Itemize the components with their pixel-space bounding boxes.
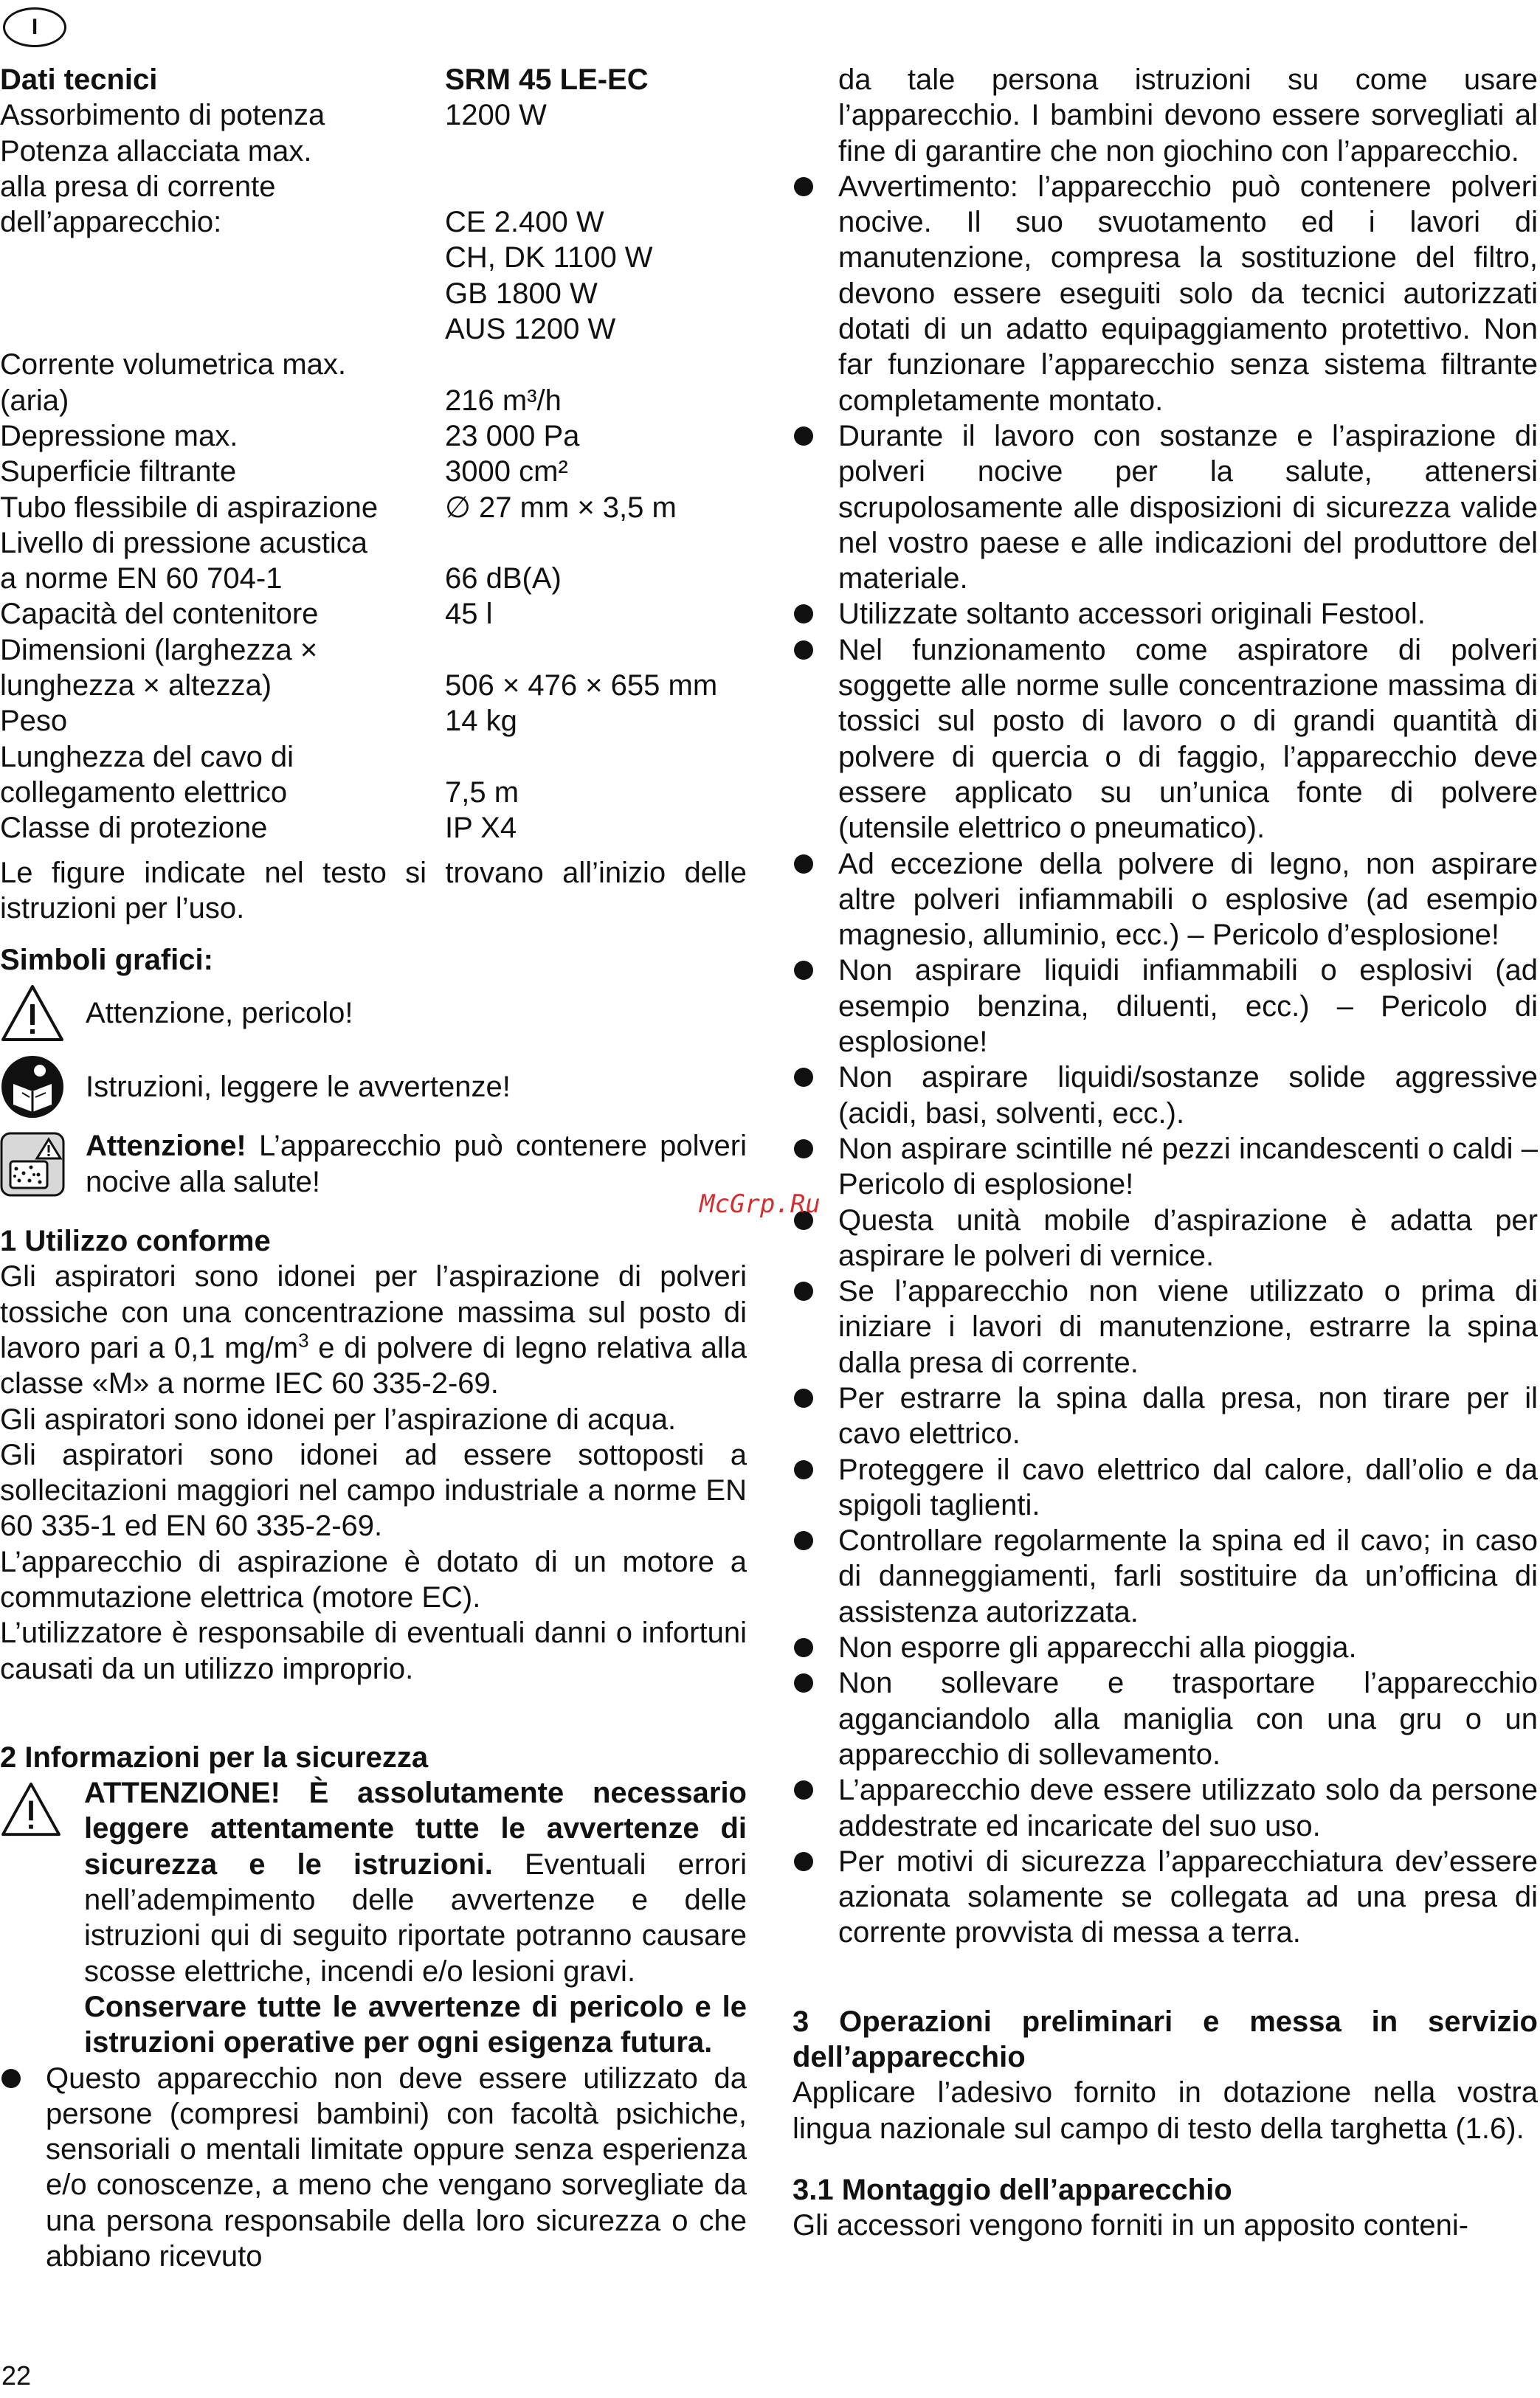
symbol-instructions-label: Istruzioni, leggere le avvertenze! [86,1071,511,1104]
list-item [793,169,1538,418]
bullet-icon [794,1068,813,1087]
bullet-icon [794,1638,813,1657]
technical-data-row [0,240,747,275]
spec-label: collegamento elettrico [0,775,288,809]
list-item-text: Non aspirare scintille né pezzi incandescenti o caldi – Pericolo di esplosione! [838,1132,1538,1201]
spec-value: 45 l [445,598,493,631]
bullet-icon [794,1780,813,1800]
spec-label: Corrente volumetrica max. [0,348,347,381]
section-1-paragraph-1 [0,1259,747,1401]
spec-value [445,347,747,382]
list-item-text: Non aspirare liquidi infiammabili o esplosivi (ad esempio benzina, diluenti, ecc.) – Pericolo di esplosione! [838,954,1538,1059]
technical-data-row [0,311,747,347]
section-3-1-heading: 3.1 Montaggio dell’apparecchio [793,2173,1232,2206]
technical-data-row [0,347,747,382]
technical-data-row [0,383,747,418]
bullet-icon [794,426,813,446]
list-item-text: Per estrarre la spina dalla presa, non tirare per il cavo elettrico. [838,1381,1538,1451]
list-item [793,418,1538,596]
section-1-p1-b: e di polvere di legno relativa alla classe «M» a norme IEC 60 335-2-69. [0,1331,747,1400]
list-item-text: Ad eccezione della polvere di legno, non aspirare altre polveri infiammabili o esplosive (ad esempio magnesio, alluminio, ecc.) – Pericolo d’esplosione! [838,847,1538,952]
spec-label: Depressione max. [0,419,238,452]
list-item [793,1060,1538,1131]
section-1-paragraph-5: L’utilizzatore è responsabile di eventuali danni o infortuni causati da un utilizzo improprio. [0,1617,747,1685]
symbol-dust-row [0,1128,747,1200]
spec-label: (aria) [0,384,69,417]
safety-warning-rest: Eventuali errori nell’adempimento delle avvertenze e delle istruzioni qui di seguito riportate potranno causare scosse elettriche, incendi e/o lesioni gravi. [84,1848,747,1988]
list-item [793,1630,1538,1665]
technical-data-row [0,169,747,204]
list-item [793,846,1538,953]
spec-value: 66 dB(A) [445,562,562,595]
technical-data-row [0,97,747,133]
technical-data-row [0,276,747,311]
harmful-dust-icon [0,1132,65,1197]
spec-value [445,525,747,561]
technical-data-row [0,739,747,775]
spec-value: GB 1800 W [445,277,598,310]
list-item-text: Controllare regolarmente la spina ed il cavo; in caso di danneggiamenti, farli sostituire da un’officina di assistenza autorizzata. [838,1524,1538,1628]
section-1-p1-a: Gli aspiratori sono idonei per l’aspirazione di polveri tossiche con una concentrazione massima sul posto di lavoro pari a 0,1 mg/m [0,1260,747,1364]
section-1-paragraph-2: Gli aspiratori sono idonei per l’aspirazione di acqua. [0,1403,677,1436]
bullet-icon [794,1389,813,1408]
technical-data-row [0,204,747,240]
bullet-icon [794,1531,813,1550]
list-item [793,1523,1538,1630]
bullet-icon [794,604,813,623]
list-item [793,1131,1538,1203]
spec-value: CH, DK 1100 W [445,241,653,274]
spec-value [445,134,747,169]
list-item-text: Non aspirare liquidi/sostanze solide aggressive (acidi, basi, solventi, ecc.). [838,1061,1538,1130]
technical-data-row [0,490,747,525]
list-item-text: Se l’apparecchio non viene utilizzato o prima di iniziare i lavori di manutenzione, estrarre la spina dalla presa di corrente. [838,1275,1538,1379]
bullet-icon [794,854,813,874]
list-item [793,1381,1538,1452]
technical-data-row [0,810,747,846]
technical-data-row [0,596,747,632]
list-item-text: Non sollevare e trasportare l’apparecchio agganciandolo alla maniglia con una gru o un apparecchio di sollevamento. [838,1667,1538,1771]
symbol-instructions-row [0,1054,747,1119]
list-item-text: Questo apparecchio non deve essere utilizzato da persone (compresi bambini) con facoltà psichiche, sensoriali o mentali limitate oppure senza esperienza e/o conoscenze, a meno che vengano sorvegliate da una persona responsabile della loro sicurezza o che abbiano ricevuto [46,2062,747,2273]
spec-value: 23 000 Pa [445,419,580,452]
list-item [0,2061,747,2275]
symbol-dust-label [86,1128,747,1200]
list-item-text: Nel funzionamento come aspiratore di polveri soggette alle norme sulle concentrazione massima di tossici sul posto di lavoro o di grandi quantità di polvere di quercia o di faggio, l’apparecchio deve essere applicato su un’unica fonte di polvere (utensile elettrico o pneumatico). [838,633,1538,845]
spec-label: Classe di protezione [0,812,268,845]
list-item [793,1203,1538,1274]
bullet-icon [794,961,813,980]
model-name: SRM 45 LE-EC [445,63,649,96]
spec-label: Capacità del contenitore [0,598,319,631]
list-item [793,1772,1538,1844]
spec-label: a norme EN 60 704-1 [0,562,283,595]
list-item [793,1665,1538,1772]
technical-data-row [0,454,747,489]
technical-data-header [0,62,747,97]
bullet-icon [1,2069,21,2088]
spec-label: Lunghezza del cavo di [0,740,294,773]
bullet-icon [794,1139,813,1158]
spec-label: Peso [0,705,68,738]
technical-data-table [0,62,747,846]
technical-data-row [0,418,747,454]
section-3-1-paragraph: Gli accessori vengono forniti in un apposito conteni- [793,2209,1469,2242]
spec-value: AUS 1200 W [445,313,616,346]
warning-triangle-icon [0,981,65,1046]
safety-warning-text [84,1775,747,2060]
technical-data-row [0,775,747,810]
spec-label [0,276,445,311]
spec-value: CE 2.400 W [445,206,604,239]
language-badge: I [3,7,66,47]
watermark: McGrp.Ru [700,1189,821,1219]
section-1-heading: 1 Utilizzo conforme [0,1225,271,1258]
symbol-attention-label: Attenzione, pericolo! [86,997,353,1030]
spec-value: 7,5 m [445,775,519,809]
spec-value: 3000 cm² [445,455,568,488]
list-item-text: Durante il lavoro con sostanze e l’aspirazione di polveri nocive per la salute, attenersi scrupolosamente alle disposizioni di sicurezza valide nel vostro paese e alle indicazioni del produttore del materiale. [838,419,1538,595]
spec-value: 506 × 476 × 655 mm [445,669,718,702]
spec-value [445,632,747,668]
spec-value: 14 kg [445,705,517,738]
right-column [793,62,1538,2244]
list-item-text: Utilizzate soltanto accessori originali Festool. [838,598,1426,631]
technical-data-row [0,703,747,739]
list-item-text: Non esporre gli apparecchi alla pioggia. [838,1631,1357,1665]
list-item-text: Proteggere il cavo elettrico dal calore, dall’olio e da spigoli taglienti. [838,1453,1538,1521]
spec-label: Superficie filtrante [0,455,237,488]
technical-data-row [0,134,747,169]
warning-triangle-icon [0,1781,66,1837]
figures-note: Le figure indicate nel testo si trovano all’inizio delle istruzioni per l’uso. [0,856,747,925]
list-item [793,953,1538,1060]
section-3-heading: 3 Operazioni preliminari e messa in servizio dell’apparecchio [793,2005,1538,2074]
bullet-icon [794,640,813,660]
keep-instructions-note: Conservare tutte le avvertenze di pericolo e le istruzioni operative per ogni esigenza futura. [84,1990,747,2059]
bullet-icon [794,1282,813,1301]
spec-label: lunghezza × altezza) [0,669,272,702]
technical-data-rows [0,97,747,846]
list-item-text: Questa unità mobile d’aspirazione è adatta per aspirare le polveri di vernice. [838,1203,1538,1272]
spec-label: Livello di pressione acustica [0,526,368,559]
symbol-attention-row [0,981,747,1046]
page-number: 22 [1,2360,32,2391]
section-2-heading: 2 Informazioni per la sicurezza [0,1741,429,1774]
technical-data-row [0,668,747,703]
list-item [793,1274,1538,1381]
list-item [793,1844,1538,1951]
spec-value [445,169,747,204]
bullet-icon [794,1460,813,1479]
spec-value: ∅ 27 mm × 3,5 m [445,491,677,524]
list-item [793,1452,1538,1524]
left-column [0,62,747,2274]
spec-value: 1200 W [445,99,547,132]
technical-data-row [0,632,747,668]
safety-bullet-list [793,169,1538,1951]
list-item-text: L’apparecchio deve essere utilizzato solo da persone addestrate ed incaricate del suo uso. [838,1774,1538,1842]
spec-label: dell’apparecchio: [0,206,222,239]
spec-label: Tubo flessibile di aspirazione [0,491,379,524]
spec-value: IP X4 [445,812,517,845]
list-item-text: Avvertimento: l’apparecchio può contenere polveri nocive. Il suo svuotamento ed i lavori di manutenzione, compresa la sostituzione del filtro, devono essere eseguiti solo da tecnici autorizzati dotati di un adatto equipaggiamento protettivo. Non far funzionare l’apparecchio senza sistema filtrante completamente montato. [838,170,1538,417]
technical-data-title: Dati tecnici [0,63,158,96]
spec-label [0,311,445,347]
bullet-icon [794,1852,813,1871]
read-manual-icon [0,1054,65,1119]
bullet-icon [794,1673,813,1693]
spec-label: Assorbimento di potenza [0,99,325,132]
spec-label: Dimensioni (larghezza × [0,633,318,666]
continuation-text: da tale persona istruzioni su come usare l’apparecchio. I bambini devono essere sorvegliati al fine di garantire che non giochino con l’apparecchio. [838,63,1538,167]
symbol-dust-text: L’apparecchio può contenere polveri nocive alla salute! [86,1130,747,1198]
section-1-paragraph-4: L’apparecchio di aspirazione è dotato di un motore a commutazione elettrica (motore EC). [0,1545,747,1614]
section-1-p1-sup: 3 [298,1329,309,1352]
spec-label: alla presa di corrente [0,170,276,203]
safety-warning-block [0,1775,747,2060]
spec-value [445,739,747,775]
list-item [793,632,1538,846]
list-item-text: Per motivi di sicurezza l’apparecchiatura dev’essere azionata solamente se collegata ad una presa di corrente provvista di messa a terra. [838,1845,1538,1949]
spec-value: 216 m³/h [445,384,562,417]
section-1-paragraph-3: Gli aspiratori sono idonei ad essere sottoposti a sollecitazioni maggiori nel campo industriale a norme EN 60 335-1 ed EN 60 335-2-69. [0,1438,747,1543]
section-3-paragraph: Applicare l’adesivo fornito in dotazione nella vostra lingua nazionale sul campo di testo della targhetta (1.6). [793,2076,1538,2145]
technical-data-row [0,525,747,561]
list-item [793,596,1538,632]
technical-data-row [0,561,747,596]
symbol-dust-bold: Attenzione! [86,1130,246,1163]
symbols-heading: Simboli grafici: [0,944,213,977]
spec-label: Potenza allacciata max. [0,134,312,167]
bullet-icon [794,177,813,196]
spec-label [0,240,445,275]
safety-warning-bold: ATTENZIONE! È assolutamente necessario leggere attentamente tutte le avvertenze di sicurezza e le istruzioni. [84,1777,747,1881]
